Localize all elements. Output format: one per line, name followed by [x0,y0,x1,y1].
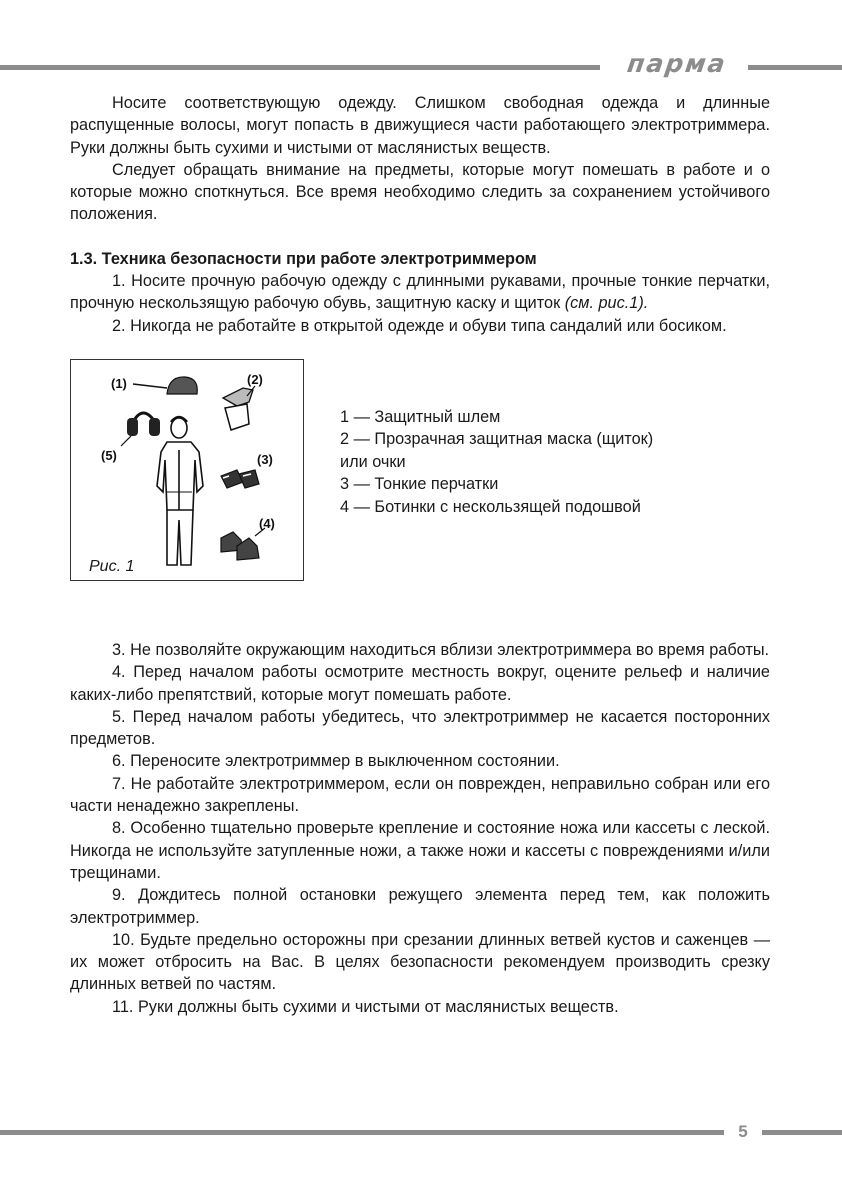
figure-legend [340,406,653,519]
rule-item-2: 2. Никогда не работайте в открытой одежде и обуви типа сандалий или босиком. [112,316,727,335]
footer-rule-left [0,1130,724,1135]
figure-label-4: (4) [259,515,275,531]
rule-item-10: 10. Будьте предельно осторожны при срезании длинных ветвей кустов и саженцев — их может отбросить на Вас. В целях безопасности рекомендуем производить срезку длинных ветвей по частям. [70,930,770,994]
footer-rule-right [762,1130,842,1135]
figure-row [70,357,770,639]
legend-item-4: 4 — Ботинки с нескользящей подошвой [340,497,641,516]
brand-logo: парма [625,49,729,78]
face-shield-icon [223,386,255,430]
header-rule-left [0,65,600,70]
protective-equipment-illustration [71,360,303,580]
figure-1 [70,359,304,581]
intro-paragraph-2: Следует обращать внимание на предметы, которые могут помешать в работе и о которые можно споткнуться. Все время необходимо следить за сохранением устойчивого положения. [70,160,770,224]
rule-item-11: 11. Руки должны быть сухими и чистыми от маслянистых веществ. [112,997,619,1016]
rule-item-6: 6. Переносите электротриммер в выключенном состоянии. [112,752,560,771]
figure-label-5: (5) [101,447,117,463]
figure-label-1: (1) [111,375,127,391]
figure-caption: Рис. 1 [89,557,135,575]
intro-paragraph-1: Носите соответствующую одежду. Слишком свободная одежда и длинные распущенные волосы, могут попасть в движущиеся части работающего электротриммера. Руки должны быть сухими и чистыми от маслянистых веществ. [70,94,770,157]
rule-item-4: 4. Перед началом работы осмотрите местность вокруг, оцените рельеф и наличие каких-либо препятствий, которые могут помешать работе. [70,663,770,704]
page-content [70,92,770,1018]
rule-item-9: 9. Дождитесь полной остановки режущего элемента перед тем, как положить электротриммер. [70,886,770,927]
figure-label-3: (3) [257,451,273,467]
rule-item-8: 8. Особенно тщательно проверьте крепление и состояние ножа или кассеты с леской. Никогда не используйте затупленные ножи, а также ножи и кассеты с повреждениями и/или трещинами. [70,819,770,882]
legend-item-2: 2 — Прозрачная защитная маска (щиток) [340,430,654,449]
helmet-icon [133,377,197,394]
page-number: 5 [738,1122,748,1141]
legend-item-3: 3 — Тонкие перчатки [340,475,499,494]
worker-figure [157,417,203,565]
header-rule-right [748,65,842,70]
rule-item-7: 7. Не работайте электротриммером, если он поврежден, неправильно собран или его части ненадежно закреплены. [70,774,770,816]
gloves-icon [221,470,259,488]
legend-item-2-continued: или очки [340,452,406,471]
boots-icon [221,528,265,560]
rule-item-1-text: 1. Носите прочную рабочую одежду с длинными рукавами, прочные тонкие перчатки, прочную нескользящую рабочую обувь, защитную каску и щиток [70,272,770,313]
section-title: 1.3. Техника безопасности при работе электротриммером [70,249,537,268]
figure-label-2: (2) [247,371,263,387]
figure-reference: (см. рис.1). [564,294,649,313]
rule-item-5: 5. Перед началом работы убедитесь, что электротриммер не касается посторонних предметов. [70,707,770,749]
ear-muffs-icon [121,413,160,446]
rule-item-3: 3. Не позволяйте окружающим находиться вблизи электротриммера во время работы. [112,640,770,659]
rule-item-1 [70,270,770,315]
legend-item-1: 1 — Защитный шлем [340,407,501,426]
